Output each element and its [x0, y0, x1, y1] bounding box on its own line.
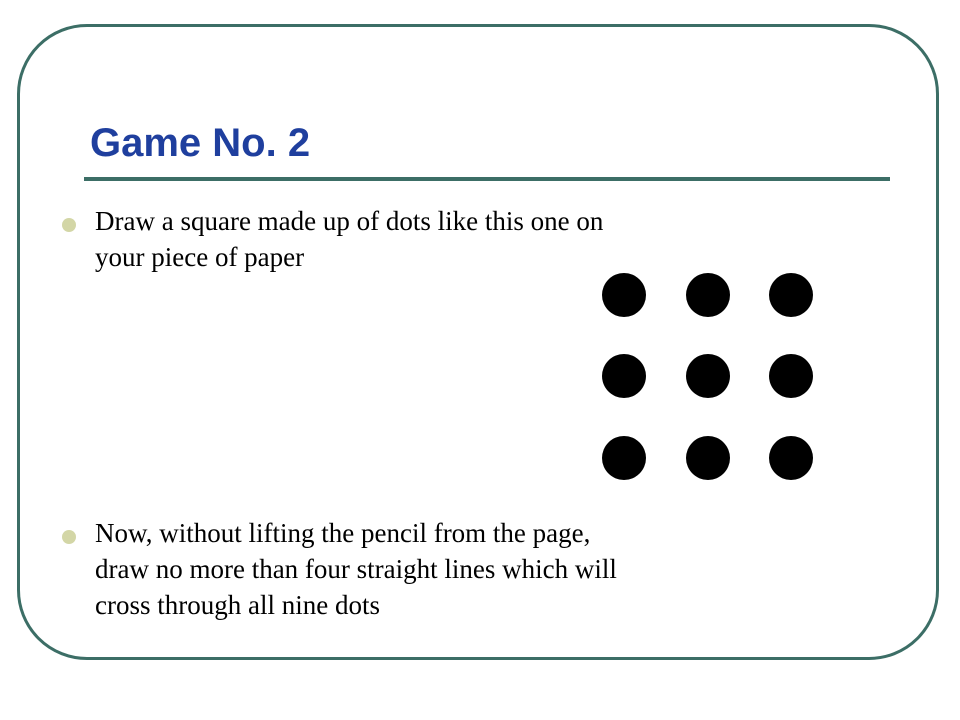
grid-dot: [602, 273, 646, 317]
grid-dot: [686, 273, 730, 317]
nine-dot-grid-icon: [597, 263, 825, 481]
bullet-2-line-1: Now, without lifting the pencil from the page,: [95, 518, 591, 548]
bullet-2-line-2: draw no more than four straight lines which will: [95, 554, 617, 584]
bullet-marker-2: [62, 530, 76, 544]
grid-dot: [602, 354, 646, 398]
grid-dot: [769, 436, 813, 480]
grid-dot: [602, 436, 646, 480]
slide-title: Game No. 2: [90, 121, 311, 165]
bullet-2-line-3: cross through all nine dots: [95, 590, 380, 620]
grid-dot: [769, 354, 813, 398]
bullet-marker-1: [62, 218, 76, 232]
grid-dot: [769, 273, 813, 317]
bullet-text-2: [95, 515, 825, 623]
grid-dot: [686, 436, 730, 480]
title-underline: [84, 177, 890, 181]
bullet-1-line-1: Draw a square made up of dots like this one on: [95, 206, 604, 236]
grid-dot: [686, 354, 730, 398]
bullet-1-line-2: your piece of paper: [95, 242, 305, 272]
